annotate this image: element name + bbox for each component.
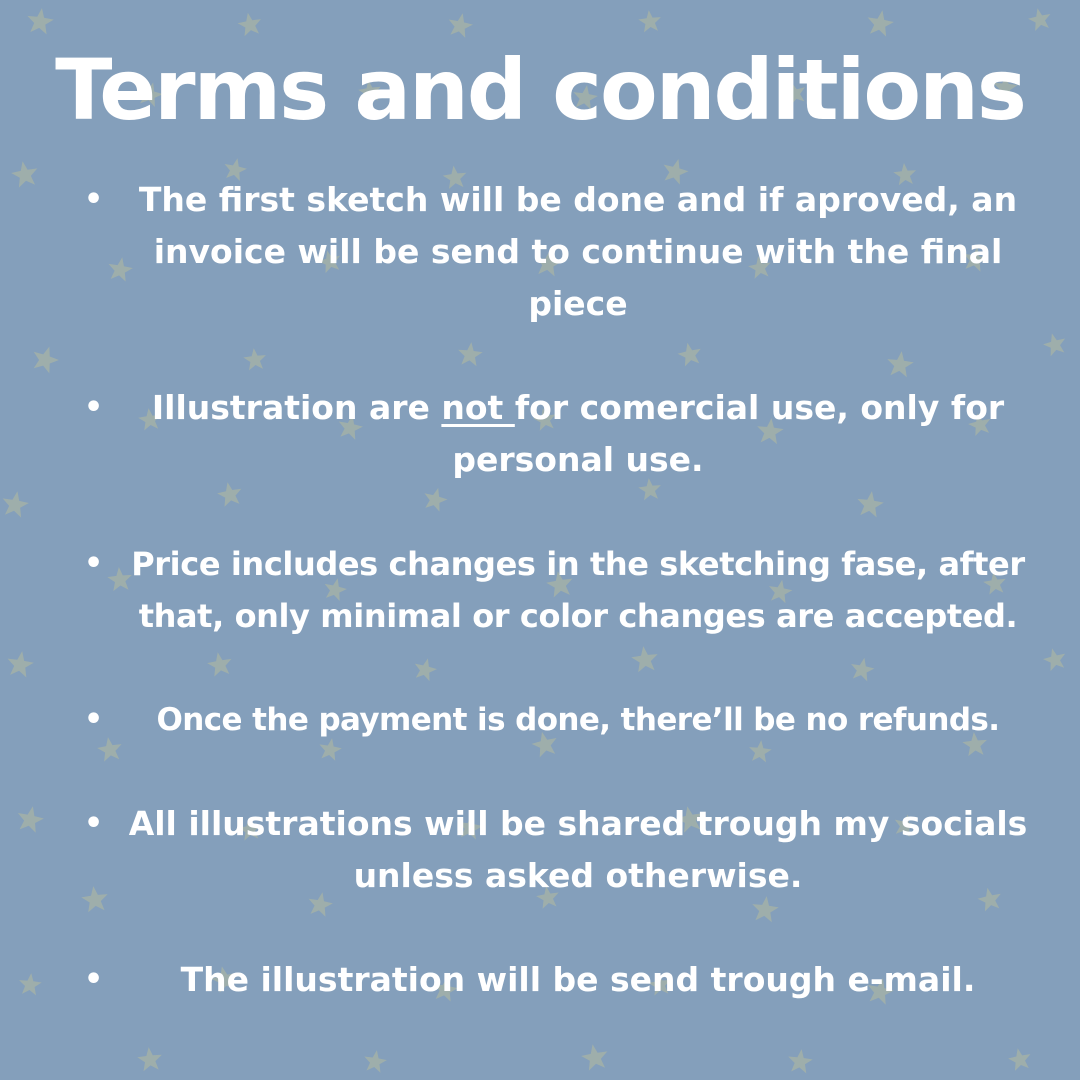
term-text: The illustration will be send trough e-mail. (180, 960, 976, 999)
term-emphasis-not: not (441, 388, 515, 427)
bullet-icon: • (84, 390, 104, 425)
term-item-usage-rights (78, 382, 1038, 486)
term-text-suffix: for comercial use, only for personal use. (452, 388, 1005, 479)
term-item-delivery (78, 954, 1038, 1006)
term-item-first-sketch (78, 174, 1038, 330)
bullet-icon: • (84, 702, 103, 737)
bullet-icon: • (84, 962, 104, 997)
term-item-socials (78, 798, 1038, 902)
bullet-icon: • (84, 546, 103, 581)
term-text: Once the payment is done, there’ll be no refunds. (156, 702, 1000, 738)
term-item-price-changes (78, 538, 1038, 642)
bullet-icon: • (84, 806, 104, 841)
term-item-refunds (78, 694, 1038, 746)
term-text: The first sketch will be done and if aproved, an invoice will be send to continue with the final piece (138, 180, 1018, 323)
term-text: Price includes changes in the sketching fase, after that, only minimal or color changes are accepted. (131, 545, 1025, 635)
terms-list (78, 174, 1038, 1006)
bullet-icon: • (84, 182, 104, 217)
page-title: Terms and conditions (55, 41, 1025, 139)
term-text: All illustrations will be shared trough my socials unless asked otherwise. (128, 804, 1028, 895)
term-text-prefix: Illustration are (151, 388, 442, 427)
